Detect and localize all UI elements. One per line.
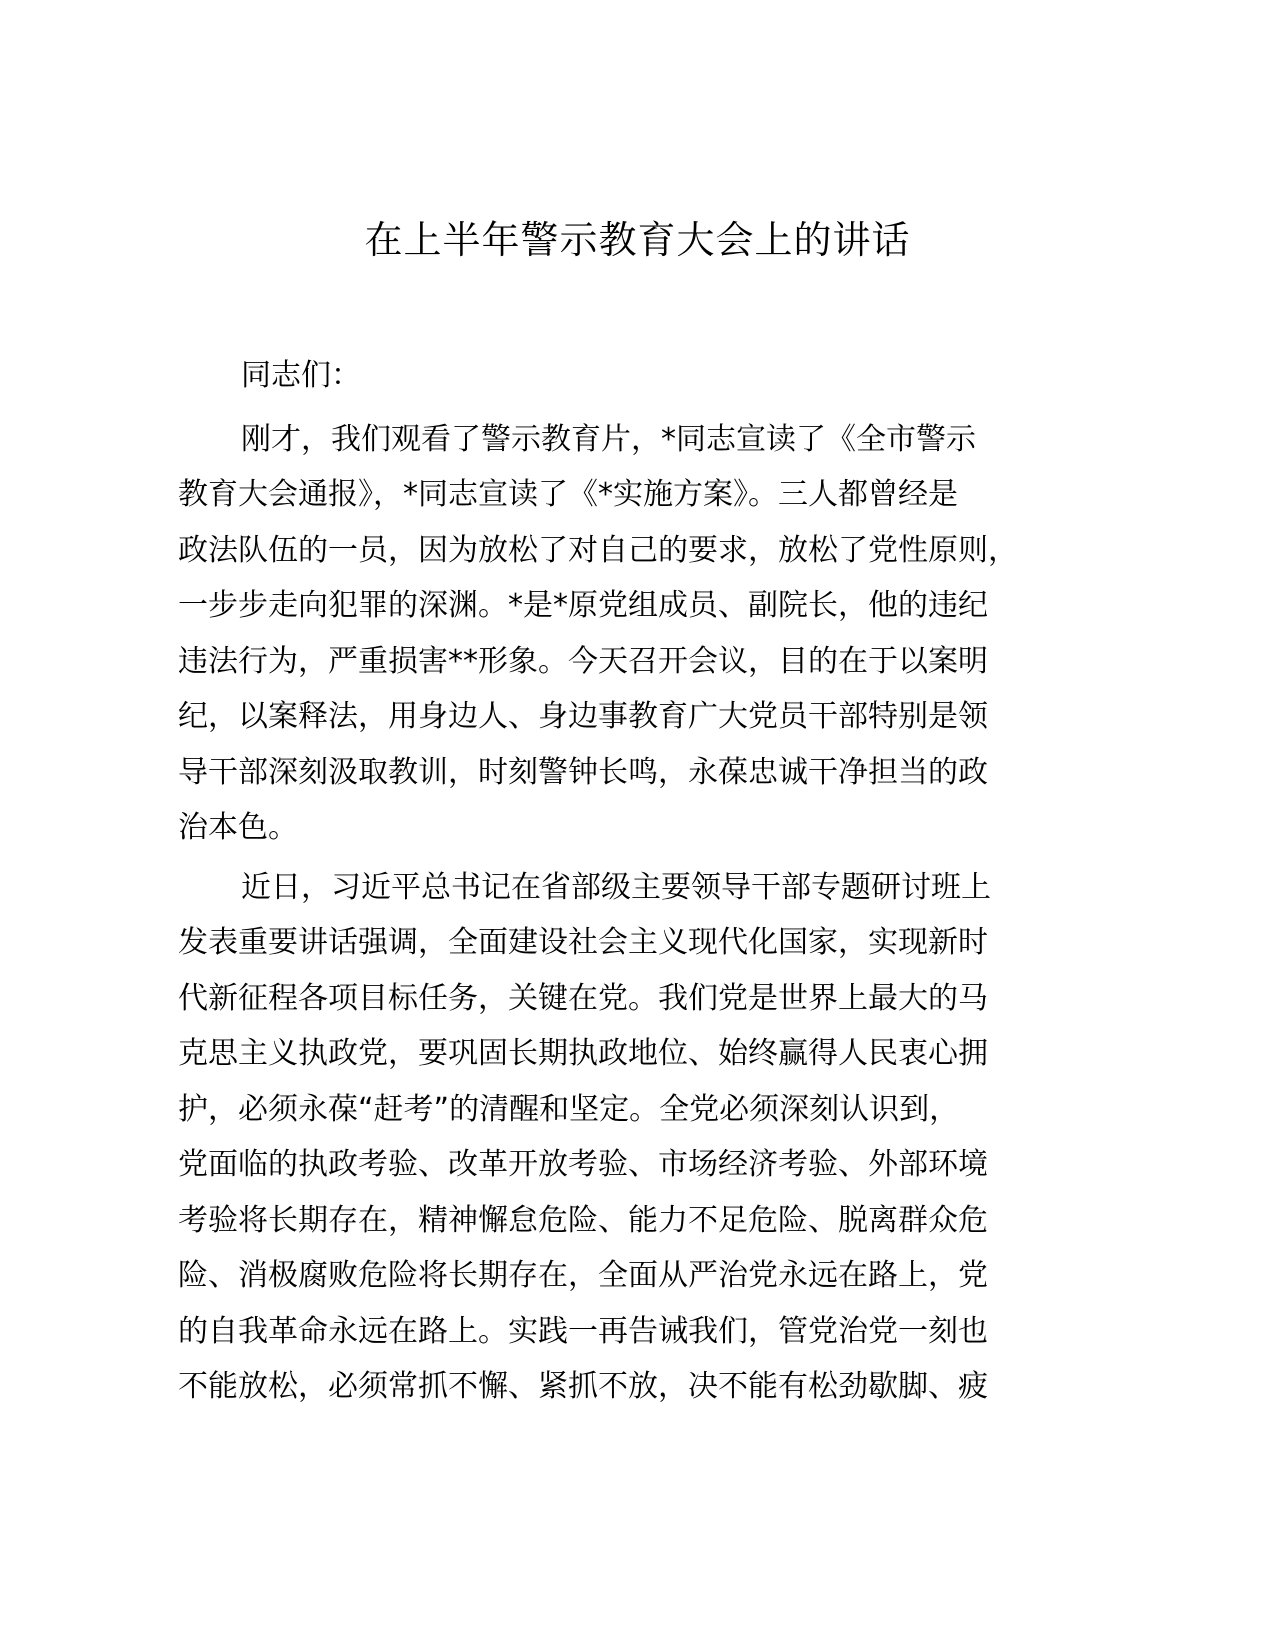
- paragraph-line: 考验将长期存在，精神懈怠危险、能力不足危险、脱离群众危: [178, 1202, 988, 1238]
- paragraph-line: 教育大会通报》，*同志宣读了《*实施方案》。三人都曾经是: [178, 477, 958, 512]
- paragraph-line: 政法队伍的一员，因为放松了对自己的要求，放松了党性原则，: [178, 532, 1018, 568]
- paragraph-line: 导干部深刻汲取教训，时刻警钟长鸣，永葆忠诚干净担当的政: [178, 754, 988, 790]
- paragraph-line: 党面临的执政考验、改革开放考验、市场经济考验、外部环境: [178, 1147, 988, 1182]
- salutation-paragraph: [178, 348, 1058, 404]
- salutation: 同志们：: [241, 358, 361, 393]
- paragraph-line: 克思主义执政党，要巩固长期执政地位、始终赢得人民衷心拥: [178, 1036, 988, 1071]
- paragraph-line: 违法行为，严重损害**形象。今天召开会议，目的在于以案明: [178, 643, 988, 679]
- paragraph-line: 险、消极腐败危险将长期存在，全面从严治党永远在路上，党: [178, 1258, 988, 1293]
- document-title: 在上半年警示教育大会上的讲话: [364, 218, 911, 262]
- paragraph-line: 代新征程各项目标任务，关键在党。我们党是世界上最大的马: [178, 980, 988, 1016]
- paragraph-line: 发表重要讲话强调，全面建设社会主义现代化国家，实现新时: [178, 925, 988, 960]
- paragraph-line: 不能放松，必须常抓不懈、紧抓不放，决不能有松劲歇脚、疲: [178, 1369, 988, 1404]
- paragraph-line: 刚才，我们观看了警示教育片，*同志宣读了《全市警示: [241, 421, 976, 457]
- paragraph-line: 护，必须永葆“赶考”的清醒和坚定。全党必须深刻认识到，: [178, 1091, 960, 1127]
- paragraph-line: 的自我革命永远在路上。实践一再告诫我们，管党治党一刻也: [178, 1313, 988, 1349]
- paragraph-line: 纪，以案释法，用身边人、身边事教育广大党员干部特别是领: [178, 699, 988, 734]
- paragraph-line: 一步步走向犯罪的深渊。*是*原党组成员、副院长，他的违纪: [178, 588, 988, 623]
- document-body: [178, 348, 1058, 1415]
- paragraph-1: [178, 412, 1058, 856]
- paragraph-2: [178, 860, 1058, 1415]
- paragraph-line: 治本色。: [178, 810, 298, 845]
- paragraph-line: 近日，习近平总书记在省部级主要领导干部专题研讨班上: [241, 869, 991, 905]
